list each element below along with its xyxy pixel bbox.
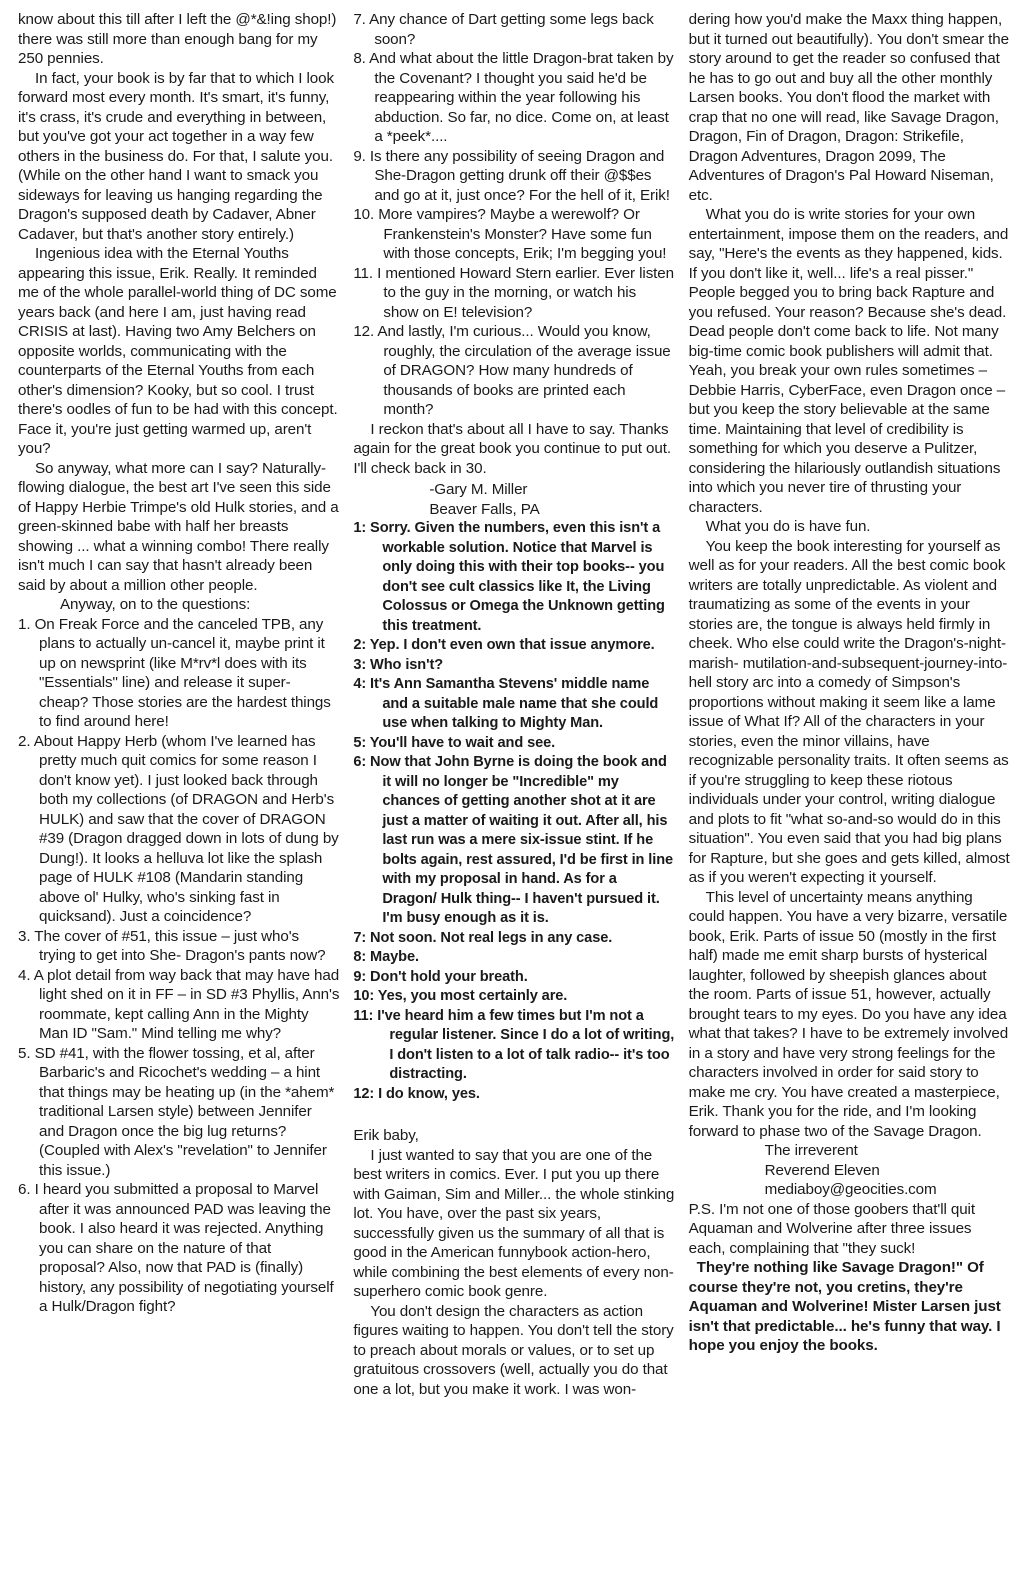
letter-greeting: Erik baby, bbox=[353, 1127, 419, 1144]
question-item: 11. I mentioned Howard Stern earlier. Ever listen to the guy in the morning, or watch his show on E! television? bbox=[353, 264, 674, 321]
column-left bbox=[18, 10, 339, 1588]
letter-paragraph: You keep the book interesting for yourself as well as for your readers. All the best comic book writers are totally unpredictable. As violent and traumatizing as some of the events in your stories are, the tongue is always held firmly in cheek. Who else could write the Dragon's-night-marish- mutilation-and-subsequent-journey-into-hell story arc into a comedy of Simpson's proportions without making it seem like a lame issue of What If? All of the characters in your stories, even the minor villains, have recognizable personality traits. It often seems as if you're struggling to keep these riotous individuals under your control, writing dialogue and plots to fit "what so-and-so would do in this situation". You even said that you had big plans for Rapture, but she goes and gets killed, almost as if you weren't expecting it yourself. bbox=[688, 537, 1010, 886]
answer-item: 11: I've heard him a few times but I'm not a regular listener. Since I do a lot of writing, I don't listen to a lot of talk radio-- it's too distracting. bbox=[353, 1007, 675, 1082]
letter-closing: I reckon that's about all I have to say. Thanks again for the great book you continue to put out. I'll check back in 30. bbox=[353, 420, 671, 477]
question-item: 6. I heard you submitted a proposal to Marvel after it was announced PAD was leaving the book. I also heard it was rejected. Anything you can share on the nature of that proposal? Also, now that PAD is (finally) history, any possibility of negotiating yourself a Hulk/Dragon fight? bbox=[18, 1181, 334, 1315]
letter-paragraph: Anyway, on to the questions: bbox=[60, 596, 251, 613]
question-item: 2. About Happy Herb (whom I've learned has pretty much quit comics for some reason I don't know yet). I just looked back through both my collections (of DRAGON and Herb's HULK) and saw that the cover of DRAGON #39 (Dragon dragged down in lots of dung by Dung!). It looks a helluva lot like the splash page of HULK #108 (Mandarin standing above ol' Hulky, who's sinking fast in quicksand). Just a coincidence? bbox=[18, 732, 339, 925]
letter-paragraph: Ingenious idea with the Eternal Youths appearing this issue, Erik. Really. It reminded me of the whole parallel-world thing of DC some years back (and here I am, just having read CRISIS at last). Having two Amy Belchers on opposite worlds, communicating with the counterparts of the Eternal Youths from each other's dimension? Kooky, but so cool. I trust there's oodles of fun to be had with this concept. Face it, you're just getting warmed up, aren't you? bbox=[18, 245, 338, 457]
signature-line: The irreverent bbox=[764, 1142, 858, 1159]
letter-paragraph: This level of uncertainty means anything could happen. You have a very bizarre, versatile book, Erik. Parts of issue 50 (mostly in the first half) made me emit sharp bursts of hysterical laughter, followed by sheepish glances about the room. Parts of issue 51, however, actually brought tears to my eyes. Do you have any idea what that takes? I have to be extremely involved in a story and have very strong feelings for the characters involved in order for said story to make me cry. You have created a masterpiece, Erik. Thank you for the ride, and I'm looking forward to phase two of the Savage Dragon. bbox=[688, 888, 1009, 1140]
column-middle bbox=[353, 10, 674, 1588]
answer-item: 10: Yes, you most certainly are. bbox=[353, 988, 568, 1004]
question-item: 9. Is there any possibility of seeing Dragon and She-Dragon getting drunk off their @$$es and go at it, just once? For the hell of it, Erik! bbox=[353, 147, 670, 204]
letter-paragraph: So anyway, what more can I say? Naturally-flowing dialogue, the best art I've seen this side of Happy Herbie Trimpe's old Hulk stories, and a green-skinned babe with half her breasts showing ... what a winning combo! There really isn't much I can say that hasn't already been said by about a million other people. bbox=[18, 459, 339, 594]
question-item: 10. More vampires? Maybe a werewolf? Or Frankenstein's Monster? Have some fun with those concepts, Erik; I'm begging you! bbox=[353, 206, 667, 262]
question-item: 5. SD #41, with the flower tossing, et al, after Barbaric's and Ricochet's wedding – a hint that things may be heating up (in the *ahem* traditional Larsen style) between Jennifer and Dragon once the big lug returns? (Coupled with Alex's "revelation" to Jennifer this issue.) bbox=[18, 1044, 335, 1179]
letter-paragraph: know about this till after I left the @*&!ing shop!) there was still more than enough bang for my 250 pennies. bbox=[18, 11, 337, 67]
question-item: 3. The cover of #51, this issue – just who's trying to get into She- Dragon's pants now? bbox=[18, 927, 326, 964]
letter-paragraph: In fact, your book is by far that to which I look forward most every month. It's smart, it's funny, it's crass, it's crude and everything in between, but you've got your act together in a way few others in the business do. For that, I salute you. (While on the other hand I want to smack you sideways for leaving us hanging regarding the Dragon's supposed death by Cadaver, Abner Cadaver, but that's another story entirely.) bbox=[18, 69, 334, 243]
answer-item: 6: Now that John Byrne is doing the book and it will no longer be "Incredible" my chances of getting another shot at it are just a matter of waiting it out. After all, his last run was a mere six-issue stint. If he bolts again, rest assured, I'd be first in line with my proposal in hand. As for a Dragon/ Hulk thing-- I haven't pursued it. I'm busy enough as it is. bbox=[353, 754, 674, 926]
answer-item: 4: It's Ann Samantha Stevens' middle name and a suitable male name that she could use when talking to Mighty Man. bbox=[353, 676, 659, 731]
postscript: P.S. I'm not one of those goobers that'll quit Aquaman and Wolverine after three issues each, complaining that "they suck! bbox=[688, 1200, 975, 1257]
question-item: 12. And lastly, I'm curious... Would you know, roughly, the circulation of the average issue of DRAGON? How many hundreds of thousands of books are printed each month? bbox=[353, 323, 671, 418]
letter-paragraph: You don't design the characters as action figures waiting to happen. You don't tell the story to preach about morals or values, or to set up gratuitous crossovers (well, actually you do that one a lot, but you make it work. I was won- bbox=[353, 1302, 674, 1398]
question-item: 8. And what about the little Dragon-brat taken by the Covenant? I thought you said he'd be reappearing within the year following his abduction. So far, no dice. Come on, at least a *peek*.... bbox=[353, 50, 674, 145]
answer-item: 9: Don't hold your breath. bbox=[353, 968, 528, 985]
answer-item: 2: Yep. I don't even own that issue anymore. bbox=[353, 637, 655, 653]
answer-item: 5: You'll have to wait and see. bbox=[353, 734, 556, 751]
signature-name: -Gary M. Miller bbox=[429, 481, 528, 498]
question-item: 1. On Freak Force and the canceled TPB, any plans to actually un-cancel it, maybe print it up on newsprint (like M*rv*l does with its "Essentials" line) and release it super-cheap? Those stories are the hardest things to find around here! bbox=[18, 615, 331, 730]
answer-item: 1: Sorry. Given the numbers, even this isn't a workable solution. Notice that Marvel is only doing this with their top books-- you don't see cult classics like It, the Living Colossus or Omega the Unknown getting this treatment. bbox=[353, 520, 665, 634]
answer-item: 7: Not soon. Not real legs in any case. bbox=[353, 929, 613, 946]
letter-paragraph: What you do is write stories for your own entertainment, impose them on the readers, and say, "Here's the events as they happened, kids. If you don't like it, well... life's a real pisser." People begged you to bring back Rapture and you refused. Your reason? Because she's dead. Dead people don't come back to life. Not many big-time comic book publishers will admit that. Yeah, you break your own rules sometimes – Debbie Harris, CyberFace, even Dragon once – but you keep the story believable at the same time. Maintaining that level of credibility is something for which you deserve a Pulitzer, considering the hilariously outlandish situations into which you never tire of thrusting your characters. bbox=[688, 206, 1009, 516]
question-item: 7. Any chance of Dart getting some legs back soon? bbox=[353, 11, 654, 48]
question-item: 4. A plot detail from way back that may have had light shed on it in FF – in SD #3 Phyllis, Ann's roommate, kept calling Ann in the Mighty Man ID "Sam." Mind telling me why? bbox=[18, 966, 340, 1042]
signature-name: Reverend Eleven bbox=[764, 1161, 880, 1179]
signature-place: Beaver Falls, PA bbox=[429, 500, 540, 518]
letter-paragraph: dering how you'd make the Maxx thing happen, but it turned out beautifully). You don't smear the story around to get the reader so confused that he has to go out and buy all the other monthly Larsen books. You don't flood the market with crap that no one will read, like Savage Dragon, Dragon, Fin of Dragon, Dragon: Strikefile, Dragon Adventures, Dragon 2099, The Adventures of Dragon's Pal Howard Niseman, etc. bbox=[688, 11, 1009, 204]
column-right bbox=[689, 10, 1010, 1588]
answer-item: 12: I do know, yes. bbox=[353, 1085, 480, 1102]
answer-item: 8: Maybe. bbox=[353, 949, 419, 965]
letter-paragraph: I just wanted to say that you are one of the best writers in comics. Ever. I put you up there with Gaiman, Sim and Miller... the whole stinking lot. You have, over the past six years, successfully given us the summary of all that is good in the American funnybook action-hero, while combining the best elements of every non-superhero comic book genre. bbox=[353, 1146, 675, 1300]
letter-paragraph: What you do is have fun. bbox=[705, 518, 871, 535]
signature-email: mediaboy@geocities.com bbox=[764, 1181, 937, 1198]
editor-reply: They're nothing like Savage Dragon!" Of course they're not, you cretins, they're Aquaman and Wolverine! Mister Larsen just isn't that predictable... he's funny that way. I hope you enjoy the books. bbox=[688, 1259, 1001, 1354]
answer-item: 3: Who isn't? bbox=[353, 656, 444, 673]
